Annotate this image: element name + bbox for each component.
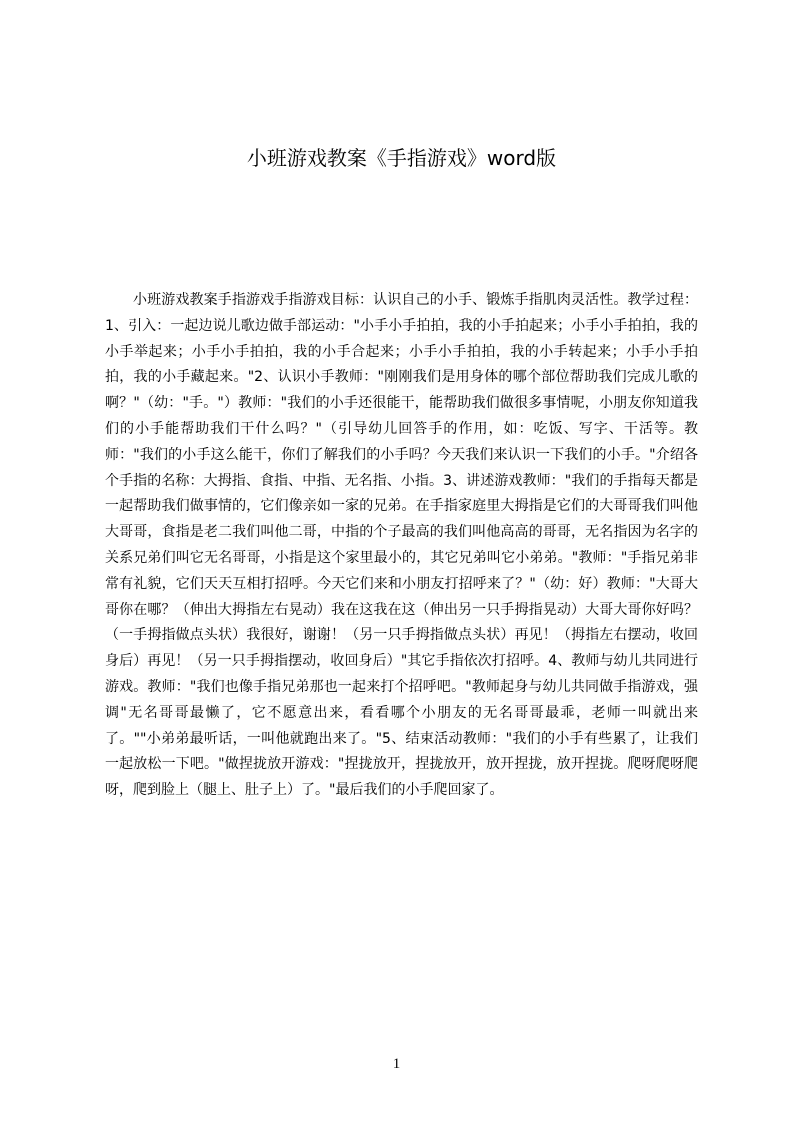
document-title: 小班游戏教案《手指游戏》word版 bbox=[246, 146, 557, 170]
document-body-paragraph: 小班游戏教案手指游戏手指游戏目标：认识自己的小手、锻炼手指肌肉灵活性。教学过程：1、引入：一起边说儿歌边做手部运动："小手小手拍拍，我的小手拍起来；小手小手拍拍，我的小手举起来；小手小手拍拍，我的小手合起来；小手小手拍拍，我的小手转起来；小手小手拍拍，我的小手藏起来。"2、认识小手教师："刚刚我们是用身体的哪个部位帮助我们完成儿歌的啊？"（幼："手。"）教师："我们的小手还很能干，能帮助我们做很多事情呢，小朋友你知道我们的小手能帮助我们干什么吗？"（引导幼儿回答手的作用，如：吃饭、写字、干活等。教师："我们的小手这么能干，你们了解我们的小手吗？今天我们来认识一下我们的小手。"介绍各个手指的名称：大拇指、食指、中指、无名指、小指。3、讲述游戏教师："我们的手指每天都是一起帮助我们做事情的，它们像亲如一家的兄弟。在手指家庭里大拇指是它们的大哥哥我们叫他大哥哥，食指是老二我们叫他二哥，中指的个子最高的我们叫他高高的哥哥，无名指因为名字的关系兄弟们叫它无名哥哥，小指是这个家里最小的，其它兄弟叫它小弟弟。"教师："手指兄弟非常有礼貌，它们天天互相打招呼。今天它们来和小朋友打招呼来了？"（幼：好）教师："大哥大哥你在哪？（伸出大拇指左右晃动）我在这我在这（伸出另一只手拇指晃动）大哥大哥你好吗？（一手拇指做点头状）我很好，谢谢！（另一只手拇指做点头状）再见！（拇指左右摆动，收回身后）再见！（另一只手拇指摆动，收回身后）"其它手指依次打招呼。4、教师与幼儿共同进行游戏。教师："我们也像手指兄弟那也一起来打个招呼吧。"教师起身与幼儿共同做手指游戏，强调"无名哥哥最懒了，它不愿意出来，看看哪个小朋友的无名哥哥最乖，老师一叫就出来了。""小弟弟最听话，一叫他就跑出来了。"5、结束活动教师："我们的小手有些累了，让我们一起放松一下吧。"做捏拢放开游戏："捏拢放开，捏拢放开，放开捏拢，放开捏拢。爬呀爬呀爬呀，爬到脸上（腿上、肚子上）了。"最后我们的小手爬回家了。 bbox=[105, 292, 698, 799]
page-number: 1 bbox=[392, 1056, 401, 1072]
